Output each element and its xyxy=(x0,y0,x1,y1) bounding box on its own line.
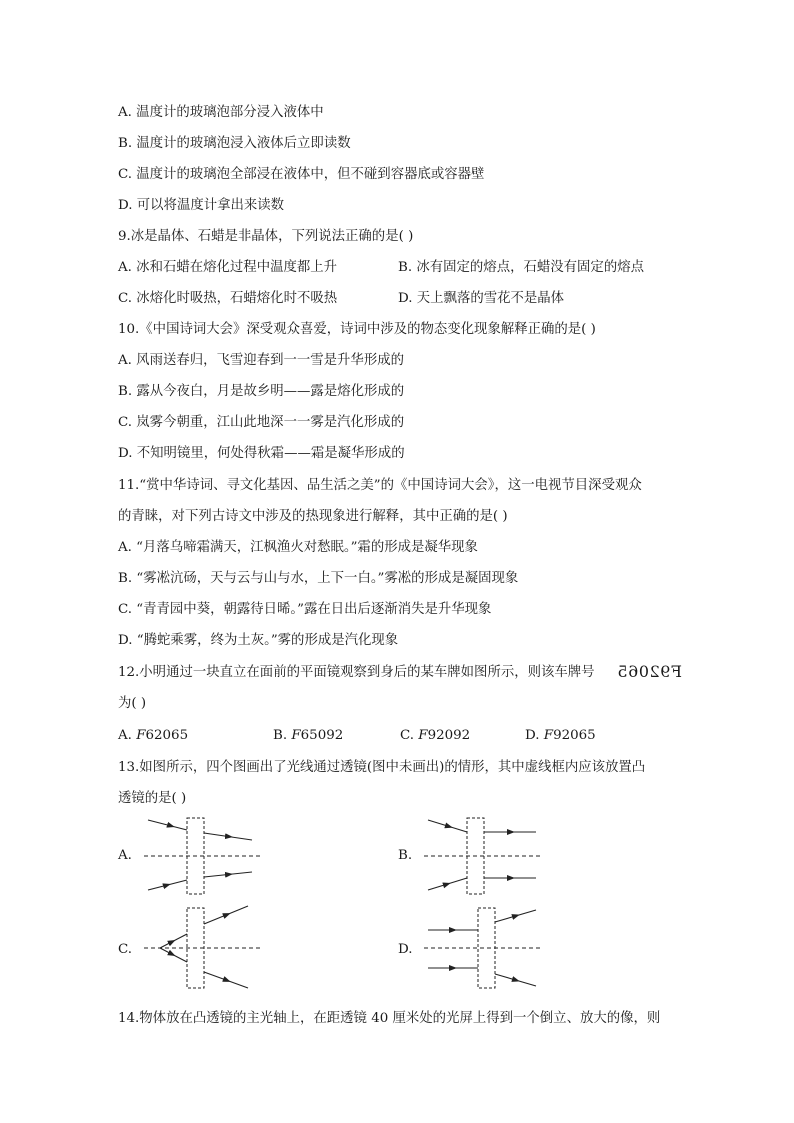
q12-option-c: C. F92092 xyxy=(400,728,471,743)
q10-option-c: C. 岚雾今朝重，江山此地深一一雾是汽化形成的 xyxy=(118,415,405,430)
diagram-c-label: C. xyxy=(118,942,133,957)
q11-stem-line1: 11.“赏中华诗词、寻文化基因、品生活之美”的《中国诗词大会》，这一电视节目深受观众 xyxy=(118,478,642,493)
q8-option-d: D. 可以将温度计拿出来读数 xyxy=(118,198,285,213)
q9-option-c: C. 冰熔化时吸热，石蜡熔化时不吸热 xyxy=(118,291,338,306)
q8-option-a: A. 温度计的玻璃泡部分浸入液体中 xyxy=(118,105,324,120)
q11-option-d: D. “腾蛇乘雾，终为土灰。”雾的形成是汽化现象 xyxy=(118,633,399,648)
q11-option-c: C. “青青园中葵，朝露待日晞。”露在日出后逐渐消失是升华现象 xyxy=(118,602,492,617)
q8-option-b: B. 温度计的玻璃泡浸入液体后立即读数 xyxy=(118,136,351,151)
q10-stem: 10.《中国诗词大会》深受观众喜爱，诗词中涉及的物态变化现象解释正确的是( ) xyxy=(118,322,596,337)
q12-option-a: A. F62065 xyxy=(118,728,189,743)
q12-stem-line2: 为( ) xyxy=(118,696,147,711)
lens-diagram-c xyxy=(140,902,265,997)
q12-option-d: D. F92065 xyxy=(525,728,596,743)
lens-diagram-a xyxy=(140,812,265,902)
q12-stem-line1: 12.小明通过一块直立在面前的平面镜观察到身后的某车牌如图所示，则该车牌号 xyxy=(118,665,595,680)
q10-option-b: B. 露从今夜白，月是故乡明——露是熔化形成的 xyxy=(118,384,405,399)
diagram-a-label: A. xyxy=(118,848,132,863)
diagram-d-label: D. xyxy=(398,942,413,957)
q13-stem-line1: 13.如图所示，四个图画出了光线通过透镜(图中未画出)的情形，其中虚线框内应该放置凸 xyxy=(118,760,646,775)
q13-stem-line2: 透镜的是( ) xyxy=(118,791,187,806)
q10-option-d: D. 不知明镜里，何处得秋霜——霜是凝华形成的 xyxy=(118,446,405,461)
q9-stem: 9.冰是晶体、石蜡是非晶体，下列说法正确的是( ) xyxy=(118,229,414,244)
mirrored-license-plate: F92065 xyxy=(617,662,682,681)
q11-option-b: B. “雾凇沆砀，天与云与山与水，上下一白。”雾凇的形成是凝固现象 xyxy=(118,571,519,586)
q11-option-a: A. “月落乌啼霜满天，江枫渔火对愁眠。”霜的形成是凝华现象 xyxy=(118,540,478,555)
q8-option-c: C. 温度计的玻璃泡全部浸在液体中，但不碰到容器底或容器壁 xyxy=(118,167,485,182)
lens-diagram-b xyxy=(420,812,545,902)
q9-option-b: B. 冰有固定的熔点，石蜡没有固定的熔点 xyxy=(398,260,644,275)
q9-option-d: D. 天上飘落的雪花不是晶体 xyxy=(398,291,565,306)
diagram-b-label: B. xyxy=(398,848,413,863)
q10-option-a: A. 风雨送春归，飞雪迎春到一一雪是升华形成的 xyxy=(118,353,404,368)
q14-stem: 14.物体放在凸透镜的主光轴上，在距透镜 40 厘米处的光屏上得到一个倒立、放大的像，则 xyxy=(118,1011,661,1026)
q9-option-a: A. 冰和石蜡在熔化过程中温度都上升 xyxy=(118,260,338,275)
q11-stem-line2: 的青睐，对下列古诗文中涉及的热现象进行解释，其中正确的是( ) xyxy=(118,509,508,524)
lens-diagram-d xyxy=(420,902,545,997)
q12-option-b: B. F65092 xyxy=(273,728,344,743)
